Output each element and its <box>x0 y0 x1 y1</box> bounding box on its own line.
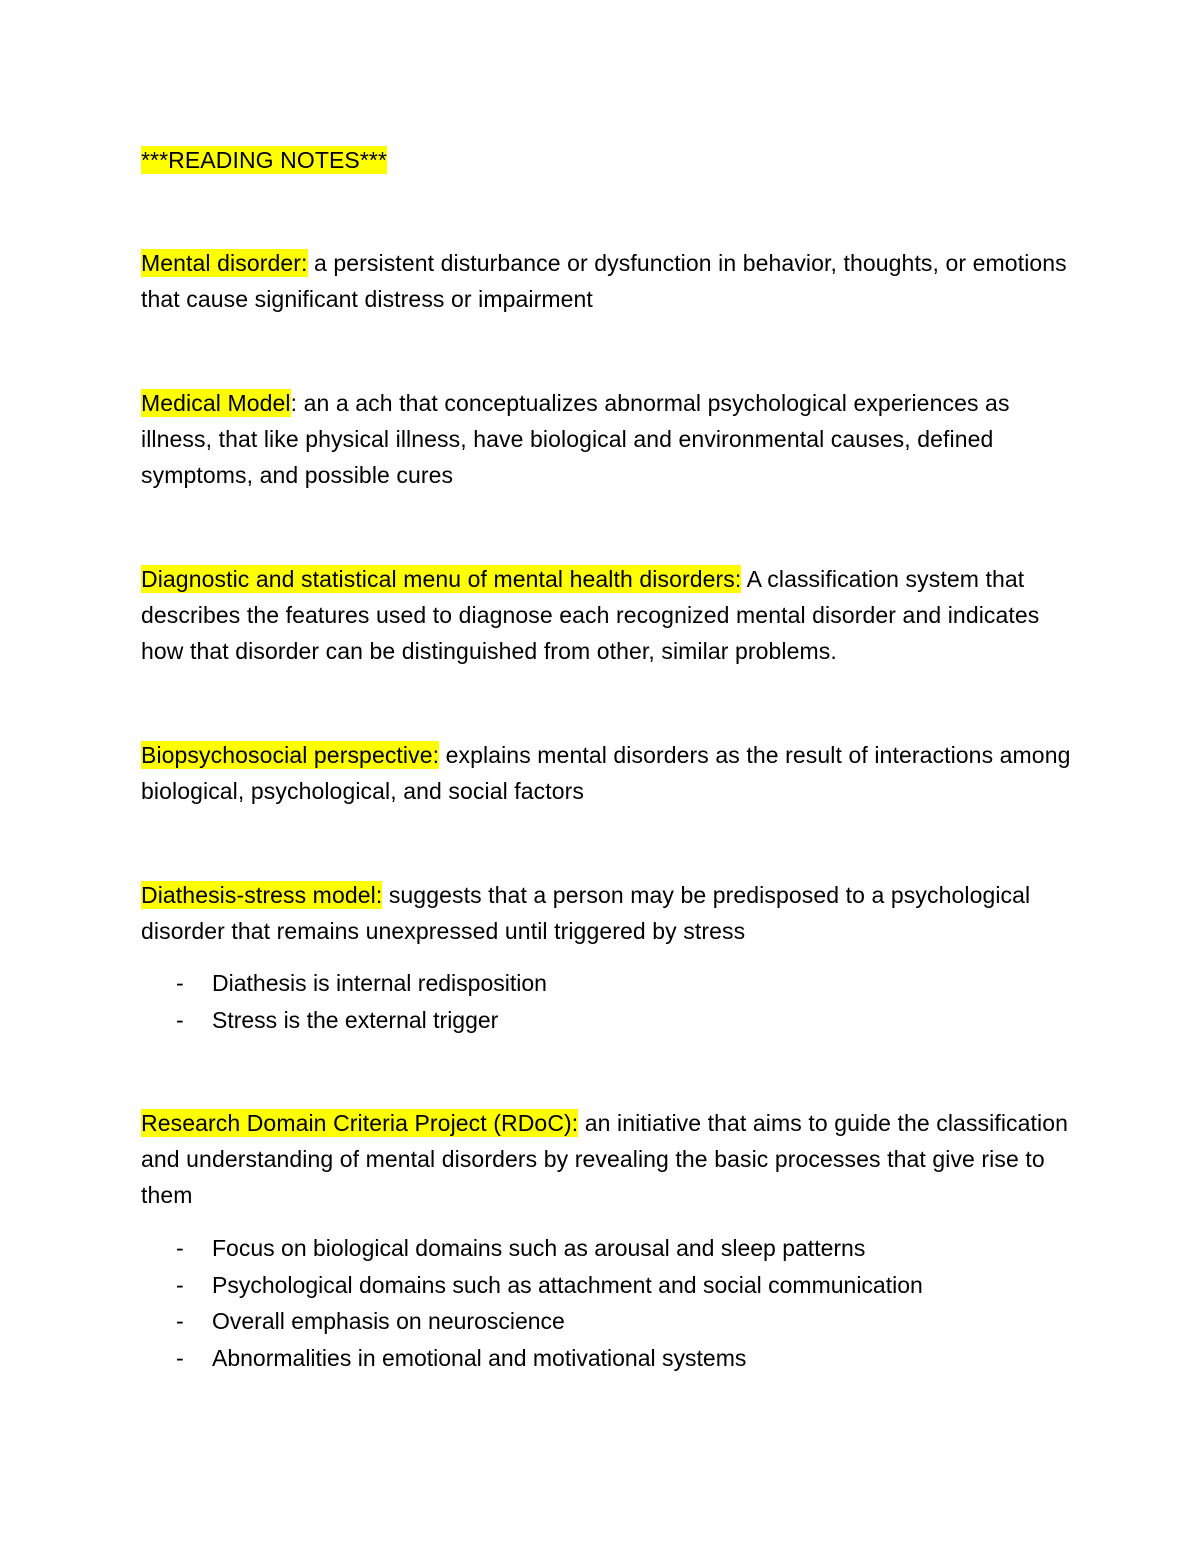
bullet-text: Diathesis is internal redisposition <box>212 970 547 996</box>
bullet-dash: - <box>176 1271 184 1298</box>
rdoc-bullet-list <box>141 1230 1071 1376</box>
bullet-text: Psychological domains such as attachment and social communication <box>212 1271 923 1298</box>
term-biopsychosocial: Biopsychosocial perspective: <box>141 742 440 768</box>
term-mental-disorder: Mental disorder: <box>141 250 308 276</box>
bullet-dash: - <box>176 1006 184 1033</box>
term-diathesis-stress: Diathesis-stress model: <box>141 882 383 908</box>
bullet-text: Focus on biological domains such as arousal and sleep patterns <box>212 1235 866 1261</box>
term-medical-model: Medical Model <box>141 390 291 416</box>
bullet-dash: - <box>176 1235 184 1261</box>
term-diagnostic-manual: Diagnostic and statistical menu of mental health disorders: <box>141 566 742 592</box>
list-item <box>141 1230 1071 1267</box>
entry-mental-disorder <box>141 245 1071 317</box>
list-item <box>141 1002 1071 1039</box>
term-rdoc: Research Domain Criteria Project (RDoC): <box>141 1110 579 1136</box>
list-item <box>141 1340 1071 1377</box>
entry-biopsychosocial <box>141 737 1071 809</box>
notes-heading-text: ***READING NOTES*** <box>141 147 388 173</box>
bullet-text: Abnormalities in emotional and motivational systems <box>212 1344 747 1371</box>
definition-mental-disorder: a persistent disturbance or dysfunction in behavior, thoughts, or emotions that cause significant distress or impairment <box>141 250 1067 312</box>
diathesis-bullet-list <box>141 965 1071 1038</box>
bullet-text: Stress is the external trigger <box>212 1006 499 1033</box>
definition-diathesis-stress: suggests that a person may be predisposed to a psychological disorder that remains unexpressed until triggered by stress <box>141 882 1031 944</box>
notes-heading <box>141 142 1071 178</box>
entry-diagnostic-manual <box>141 561 1071 669</box>
entry-rdoc <box>141 1105 1071 1213</box>
entry-diathesis-stress <box>141 877 1071 949</box>
bullet-dash: - <box>176 1308 184 1334</box>
definition-diagnostic-manual: A classification system that describes the features used to diagnose each recognized mental disorder and indicates how that disorder can be distinguished from other, similar problems. <box>141 566 1040 664</box>
definition-medical-model: : an a ach that conceptualizes abnormal psychological experiences as illness, that like physical illness, have biological and environmental causes, defined symptoms, and possible cures <box>141 390 1010 488</box>
definition-biopsychosocial: explains mental disorders as the result of interactions among biological, psychological, and social factors <box>141 742 1071 804</box>
list-item <box>141 1303 1071 1340</box>
bullet-dash: - <box>176 1344 184 1371</box>
bullet-text: Overall emphasis on neuroscience <box>212 1308 565 1334</box>
bullet-dash: - <box>176 970 184 996</box>
definition-rdoc: an initiative that aims to guide the classification and understanding of mental disorders by revealing the basic processes that give rise to them <box>141 1110 1069 1208</box>
list-item <box>141 1267 1071 1304</box>
list-item <box>141 965 1071 1002</box>
entry-medical-model <box>141 385 1071 493</box>
